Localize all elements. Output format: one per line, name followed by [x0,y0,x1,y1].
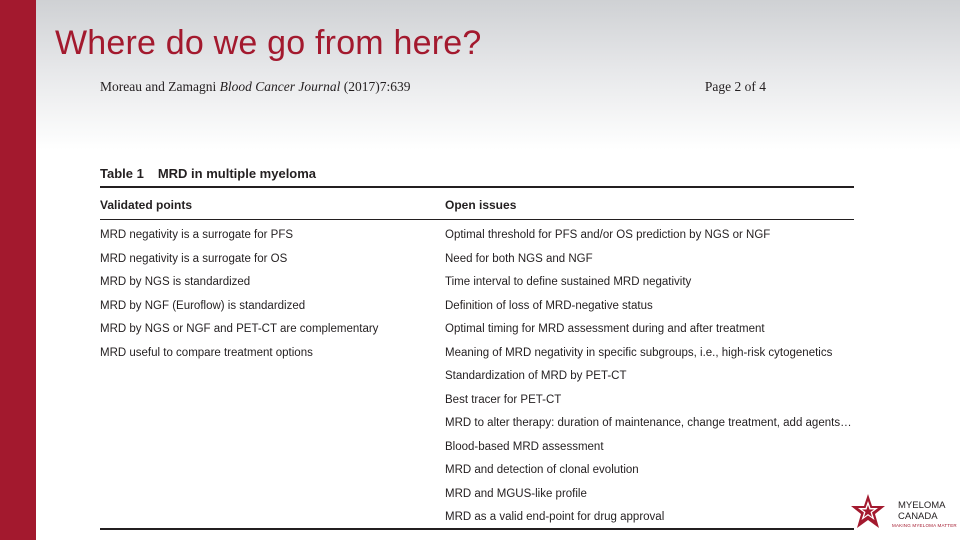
table-cell-open-issue: Standardization of MRD by PET-CT [445,370,627,382]
table-cell-validated: MRD by NGS or NGF and PET-CT are complementary [100,323,379,335]
table-cell-validated: MRD negativity is a surrogate for PFS [100,229,294,241]
slide-title: Where do we go from here? [55,24,482,62]
citation-authors: Moreau and Zamagni [100,79,220,94]
citation-journal: Blood Cancer Journal [219,79,341,94]
column-header-validated-points: Validated points [100,198,193,212]
header-gradient-background [36,0,960,150]
table-cell-open-issue: Need for both NGS and NGF [445,253,593,265]
table-cell-validated: MRD useful to compare treatment options [100,347,313,359]
table-number: Table 1 [100,166,144,181]
table-cell-open-issue: Best tracer for PET-CT [445,394,562,406]
logo-line-2: CANADA [898,511,938,522]
journal-citation [100,79,410,95]
table-cell-open-issue: Blood-based MRD assessment [445,441,604,453]
page-number: Page 2 of 4 [704,79,766,94]
table-cell-open-issue: MRD and detection of clonal evolution [445,464,639,476]
table-cell-open-issue: MRD as a valid end-point for drug approval [445,511,665,523]
maple-star-icon [848,492,888,532]
table-cell-open-issue: MRD and MGUS-like profile [445,488,587,500]
table-caption [100,166,316,181]
column-header-open-issues: Open issues [445,198,517,212]
table-cell-open-issue: Definition of loss of MRD-negative status [445,300,653,312]
table-cell-open-issue: Optimal timing for MRD assessment during and after treatment [445,323,765,335]
table-cell-open-issue: MRD to alter therapy: duration of maintenance, change treatment, add agents… [445,417,852,429]
logo-tagline: MAKING MYELOMA MATTER [892,523,957,528]
left-accent-bar [0,0,36,540]
table-cell-validated: MRD by NGS is standardized [100,276,251,288]
table-top-rule [100,186,854,188]
table-cell-open-issue: Time interval to define sustained MRD negativity [445,276,692,288]
table-cell-validated: MRD by NGF (Euroflow) is standardized [100,300,306,312]
logo-line-1: MYELOMA [898,500,946,511]
table-cell-open-issue: Optimal threshold for PFS and/or OS prediction by NGS or NGF [445,229,771,241]
table-bottom-rule [100,528,854,530]
table-cell-open-issue: Meaning of MRD negativity in specific subgroups, i.e., high-risk cytogenetics [445,347,833,359]
citation-volume: (2017)7:639 [340,79,411,94]
table-header-rule [100,219,854,220]
journal-header [100,79,766,97]
myeloma-canada-logo [848,492,958,532]
table-cell-validated: MRD negativity is a surrogate for OS [100,253,288,265]
table-caption-text: MRD in multiple myeloma [157,166,317,181]
